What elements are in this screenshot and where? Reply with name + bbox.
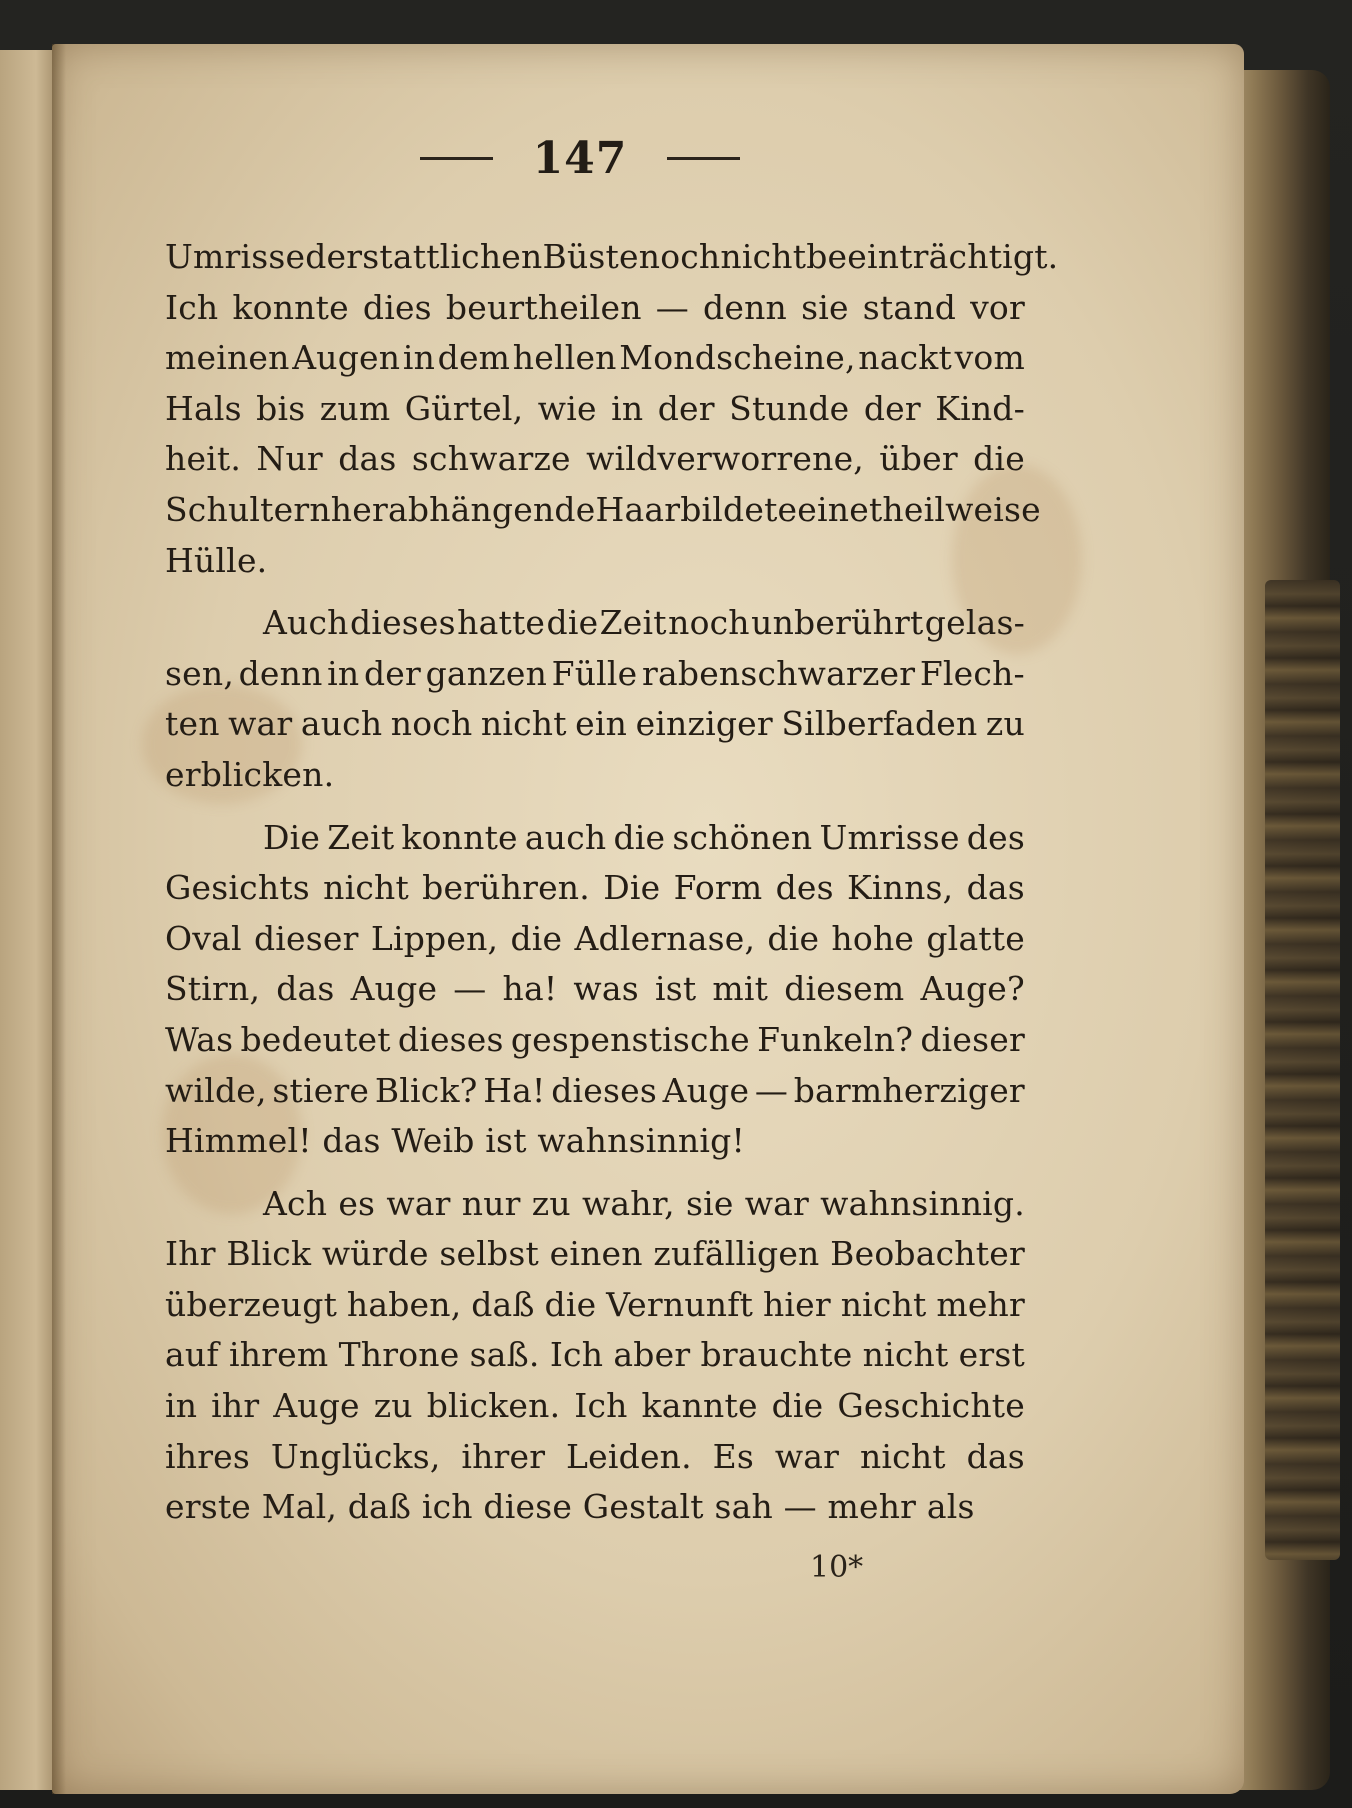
page-number: 147 xyxy=(532,132,628,184)
text-line: Gesichts nicht berühren. Die Form des Kinns, das xyxy=(165,868,1025,908)
text-line: wilde, stiere Blick? Ha! dieses Auge — barmherziger xyxy=(165,1070,1025,1110)
text-line: erblicken. xyxy=(165,754,335,794)
text-line: heit. Nur das schwarze wildverworrene, über die xyxy=(165,439,1025,479)
text-line: Die Zeit konnte auch die schönen Umrisse des xyxy=(263,817,1025,857)
page-fold-shadow xyxy=(52,44,66,1794)
text-line: Auch dieses hatte die Zeit noch unberührt gelas- xyxy=(263,603,1025,643)
text-line: sen, denn in der ganzen Fülle rabenschwarzer Flech- xyxy=(165,653,1025,693)
text-line: Was bedeutet dieses gespenstische Funkeln? dieser xyxy=(165,1019,1025,1059)
text-line: Oval dieser Lippen, die Adlernase, die hohe glatte xyxy=(165,918,1025,958)
paragraph-gap xyxy=(165,586,1025,598)
page-header xyxy=(380,128,780,188)
paragraph xyxy=(165,232,1059,586)
header-dash-right xyxy=(667,157,740,160)
text-line: auf ihrem Throne saß. Ich aber brauchte nicht erst xyxy=(165,1335,1025,1375)
text-line: überzeugt haben, daß die Vernunft hier nicht mehr xyxy=(165,1284,1025,1324)
paragraph xyxy=(165,1179,1025,1533)
text-line: Ach es war nur zu wahr, sie war wahnsinnig. xyxy=(263,1183,1025,1223)
header-dash-left xyxy=(420,157,493,160)
paragraph-gap xyxy=(165,1167,1025,1179)
text-line: erste Mal, daß ich diese Gestalt sah — mehr als xyxy=(165,1487,975,1527)
paragraph xyxy=(165,813,1025,1167)
text-line: ihres Unglücks, ihrer Leiden. Es war nicht das xyxy=(165,1436,1025,1476)
text-line: ten war auch noch nicht ein einziger Silberfaden zu xyxy=(165,704,1025,744)
text-line: Schultern herabhängende Haar bildete eine theilweise xyxy=(165,489,1041,529)
text-line: Himmel! das Weib ist wahnsinnig! xyxy=(165,1121,745,1161)
paragraph xyxy=(165,598,1025,800)
signature-mark: 10* xyxy=(810,1550,864,1585)
text-line: Stirn, das Auge — ha! was ist mit diesem Auge? xyxy=(165,969,1025,1009)
text-line: Hülle. xyxy=(165,540,268,580)
book-binding xyxy=(1265,580,1340,1560)
body-text xyxy=(165,232,1059,1533)
text-line: in ihr Auge zu blicken. Ich kannte die Geschichte xyxy=(165,1386,1025,1426)
text-line: Ihr Blick würde selbst einen zufälligen Beobachter xyxy=(165,1234,1025,1274)
text-line: meinen Augen in dem hellen Mondscheine, nackt vom xyxy=(165,338,1025,378)
text-line: Umrisse der stattlichen Büste noch nicht beeinträchtigt. xyxy=(165,237,1059,276)
left-page-edge xyxy=(0,50,60,1790)
text-line: Hals bis zum Gürtel, wie in der Stunde der Kind- xyxy=(165,388,1025,428)
paragraph-gap xyxy=(165,801,1025,813)
text-line: Ich konnte dies beurtheilen — denn sie stand vor xyxy=(165,287,1025,327)
